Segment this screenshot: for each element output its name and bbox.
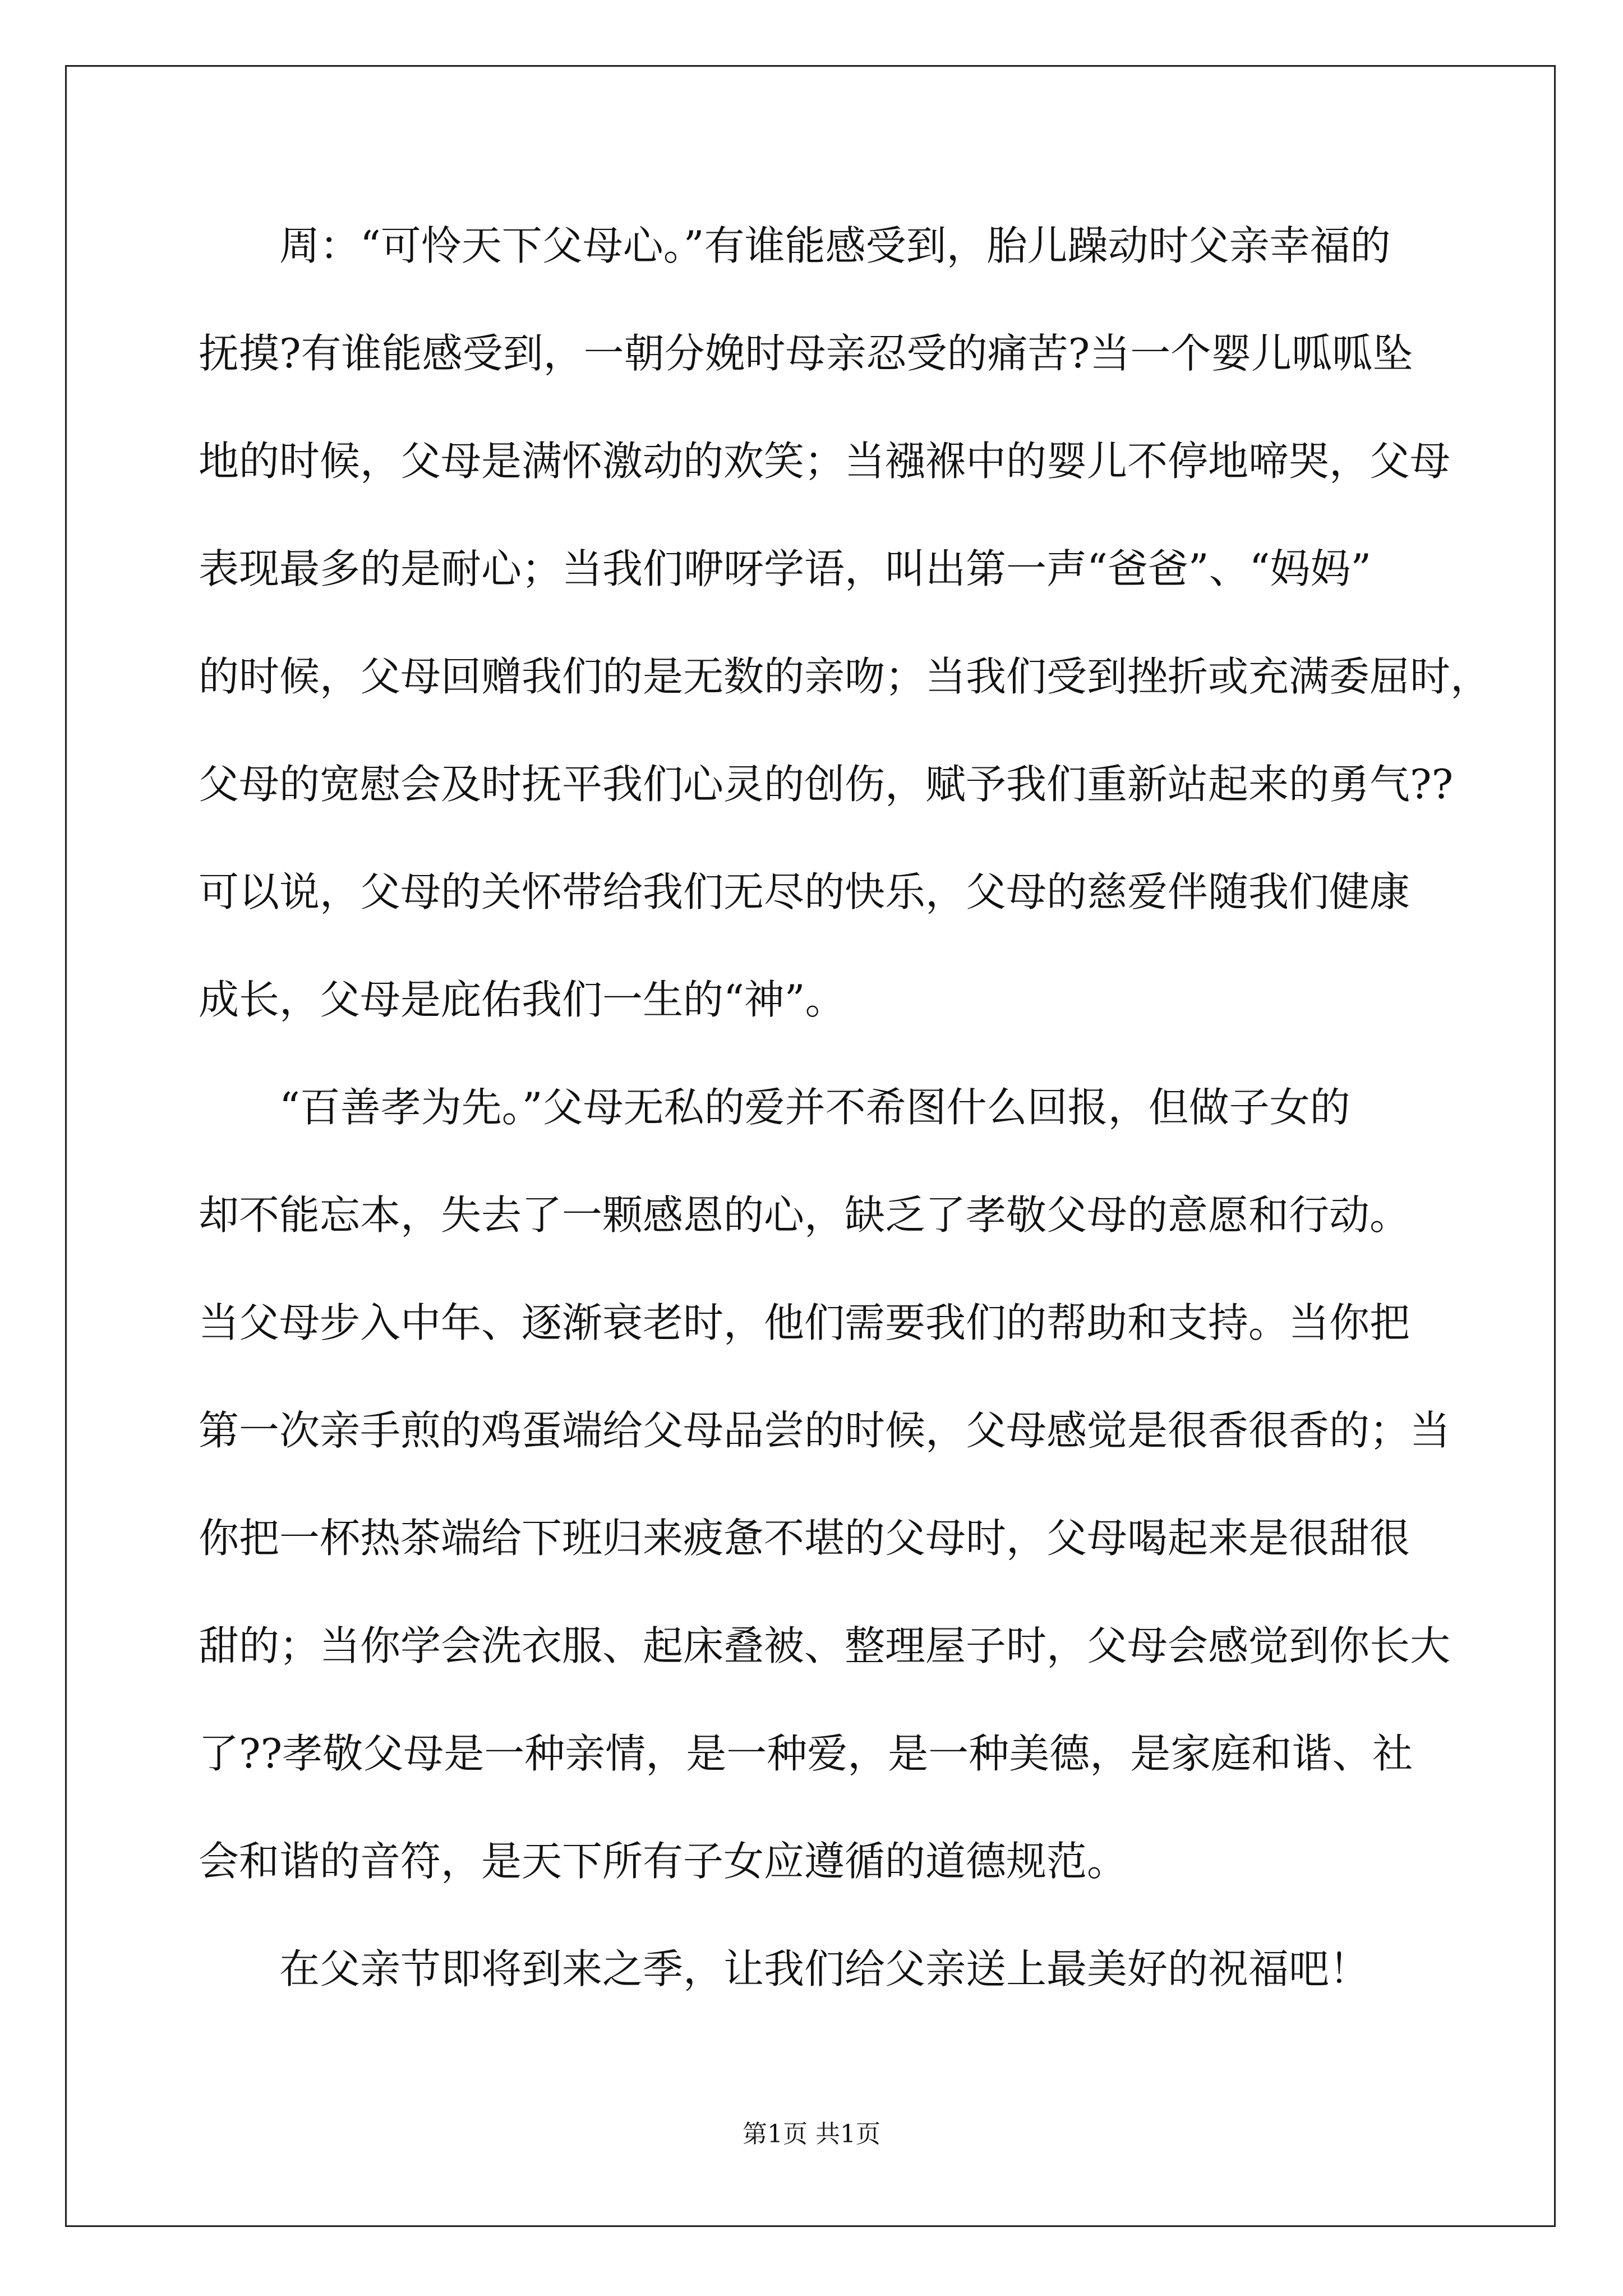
paragraph-1-line-1: 周：“可怜天下父母心。”有谁能感受到，胎儿躁动时父亲幸福的: [279, 222, 1391, 269]
paragraph-2-line-7: 了??孝敬父母是一种亲情，是一种爱，是一种美德，是家庭和谐、社: [199, 1730, 1413, 1777]
paragraph-2-line-2: 却不能忘本，失去了一颗感恩的心，缺乏了孝敬父母的意愿和行动。: [199, 1191, 1410, 1239]
page-number-footer: 第1页 共1页: [743, 2120, 880, 2148]
paragraph-1-line-3: 地的时候，父母是满怀激动的欢笑；当襁褓中的婴儿不停地啼哭，父母: [199, 438, 1451, 485]
paragraph-3-line-1: 在父亲节即将到来之季，让我们给父亲送上最美好的祝福吧！: [279, 1945, 1370, 1993]
paragraph-2-line-3: 当父母步入中年、逐渐衰老时，他们需要我们的帮助和支持。当你把: [199, 1299, 1410, 1346]
paragraph-2-line-5: 你把一杯热茶端给下班归来疲惫不堪的父母时，父母喝起来是很甜很: [199, 1515, 1410, 1562]
paragraph-2-line-6: 甜的；当你学会洗衣服、起床叠被、整理屋子时，父母会感觉到你长大: [199, 1622, 1451, 1669]
page-border: [65, 65, 1556, 2227]
paragraph-1-line-4: 表现最多的是耐心；当我们咿呀学语，叫出第一声“爸爸”、“妈妈”: [199, 545, 1372, 592]
paragraph-2-line-4: 第一次亲手煎的鸡蛋端给父母品尝的时候，父母感觉是很香很香的；当: [199, 1407, 1451, 1454]
paragraph-1-line-7: 可以说，父母的关怀带给我们无尽的快乐，父母的慈爱伴随我们健康: [199, 868, 1410, 915]
paragraph-1-line-8: 成长，父母是庇佑我们一生的“神”。: [199, 976, 846, 1023]
paragraph-2-line-1: “百善孝为先。”父母无私的爱并不希图什么回报，但做子女的: [279, 1084, 1350, 1131]
paragraph-2-line-8: 会和谐的音符，是天下所有子女应遵循的道德规范。: [199, 1838, 1128, 1885]
paragraph-1-line-2: 抚摸?有谁能感受到，一朝分娩时母亲忍受的痛苦?当一个婴儿呱呱坠: [199, 330, 1413, 377]
paragraph-1-line-5: 的时候，父母回赠我们的是无数的亲吻；当我们受到挫折或充满委屈时，: [199, 653, 1491, 700]
paragraph-1-line-6: 父母的宽慰会及时抚平我们心灵的创伤，赋予我们重新站起来的勇气??: [199, 761, 1454, 808]
